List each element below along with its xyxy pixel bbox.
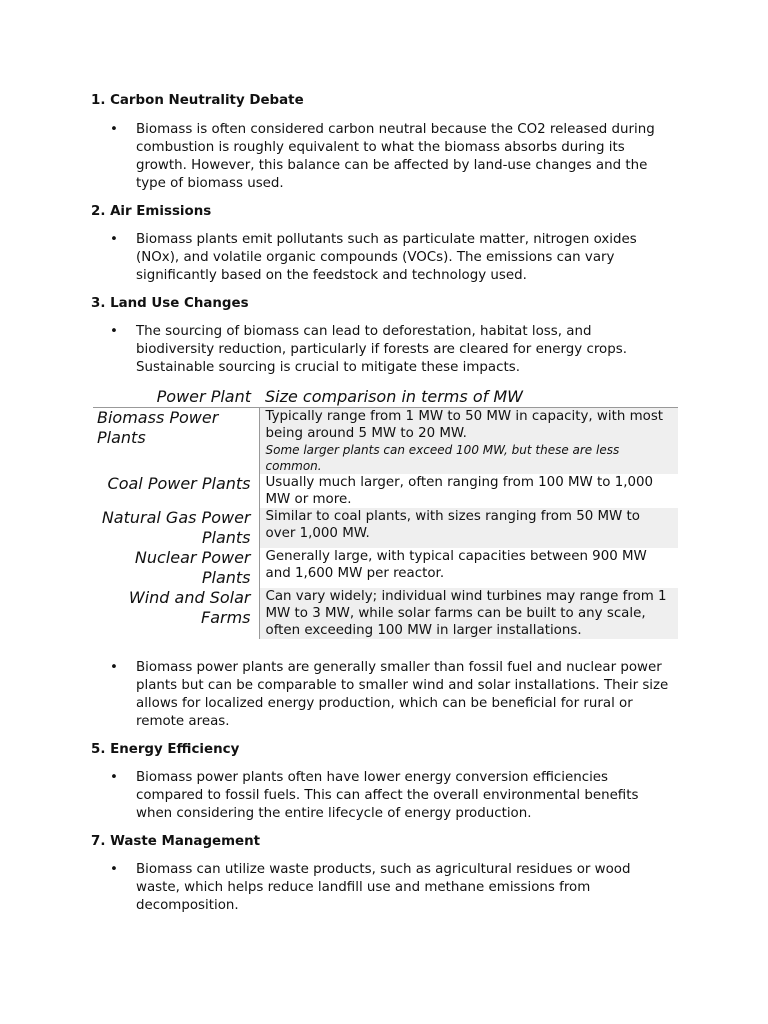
bullet-list bbox=[110, 231, 670, 285]
plant-name-cell: Wind and Solar Farms bbox=[93, 588, 259, 639]
bullet-list bbox=[110, 861, 670, 915]
size-note: Some larger plants can exceed 100 MW, but these are less common. bbox=[265, 443, 620, 473]
bullet-text: • Biomass plants emit pollutants such as particulate matter, nitrogen oxides (NOx), and volatile organic compounds (VOCs). The emissions can vary significantly based on the feedstock and technology used. bbox=[136, 232, 637, 283]
list-item bbox=[110, 231, 670, 285]
plant-name-cell: Nuclear Power Plants bbox=[93, 548, 259, 588]
plant-name-cell: Coal Power Plants bbox=[93, 474, 259, 508]
list-item bbox=[110, 861, 670, 915]
bullet-text: • Biomass power plants often have lower energy conversion efficiencies compared to fossil fuels. This can affect the overall environmental benefits when considering the entire lifecycle of energy production. bbox=[136, 770, 639, 821]
size-cell: Usually much larger, often ranging from 100 MW to 1,000 MW or more. bbox=[265, 475, 654, 507]
list-item bbox=[110, 769, 670, 823]
size-text: Typically range from 1 MW to 50 MW in capacity, with most being around 5 MW to 20 MW. bbox=[265, 409, 664, 441]
section-heading: 2. Air Emissions bbox=[91, 204, 212, 219]
bullet-list bbox=[110, 323, 670, 377]
section-heading: 7. Waste Management bbox=[91, 834, 261, 849]
table-row bbox=[93, 408, 678, 475]
section-heading: 5. Energy Efficiency bbox=[91, 742, 240, 757]
bullet-text: • The sourcing of biomass can lead to deforestation, habitat loss, and biodiversity reduction, particularly if forests are cleared for energy crops. Sustainable sourcing is crucial to mitigate these impacts. bbox=[136, 324, 627, 375]
section-heading: 1. Carbon Neutrality Debate bbox=[91, 93, 304, 108]
size-cell bbox=[259, 408, 678, 475]
plant-name-cell: Natural Gas Power Plants bbox=[93, 508, 259, 548]
size-cell: Generally large, with typical capacities between 900 MW and 1,600 MW per reactor. bbox=[265, 549, 647, 581]
size-cell: Can vary widely; individual wind turbines may range from 1 MW to 3 MW, while solar farms can be built to any scale, often exceeding 100 MW in larger installations. bbox=[259, 588, 678, 639]
section-heading: 3. Land Use Changes bbox=[91, 296, 249, 311]
bullet-list bbox=[110, 769, 670, 823]
list-item bbox=[110, 659, 670, 731]
column-header-size: Size comparison in terms of MW bbox=[259, 386, 678, 408]
list-item bbox=[110, 121, 670, 193]
plant-name-cell: Biomass Power Plants bbox=[93, 408, 259, 475]
table-row bbox=[93, 548, 678, 588]
bullet-text: • Biomass can utilize waste products, such as agricultural residues or wood waste, which helps reduce landfill use and methane emissions from decomposition. bbox=[136, 862, 631, 913]
list-item bbox=[110, 323, 670, 377]
table-header-row bbox=[93, 386, 678, 408]
size-comparison-table bbox=[93, 386, 678, 639]
bullet-text: • Biomass is often considered carbon neutral because the CO2 released during combustion is roughly equivalent to what the biomass absorbs during its growth. However, this balance can be affected by land-use changes and the type of biomass used. bbox=[136, 122, 655, 191]
table-row bbox=[93, 588, 678, 639]
column-header-plant: Power Plant bbox=[93, 386, 259, 408]
bullet-list bbox=[110, 121, 670, 193]
bullet-text: • Biomass power plants are generally smaller than fossil fuel and nuclear power plants but can be comparable to smaller wind and solar installations. Their size allows for localized energy production, which can be beneficial for rural or remote areas. bbox=[136, 660, 669, 729]
bullet-list bbox=[110, 659, 670, 731]
table-row bbox=[93, 508, 678, 548]
size-cell: Similar to coal plants, with sizes ranging from 50 MW to over 1,000 MW. bbox=[259, 508, 678, 548]
table-row bbox=[93, 474, 678, 508]
